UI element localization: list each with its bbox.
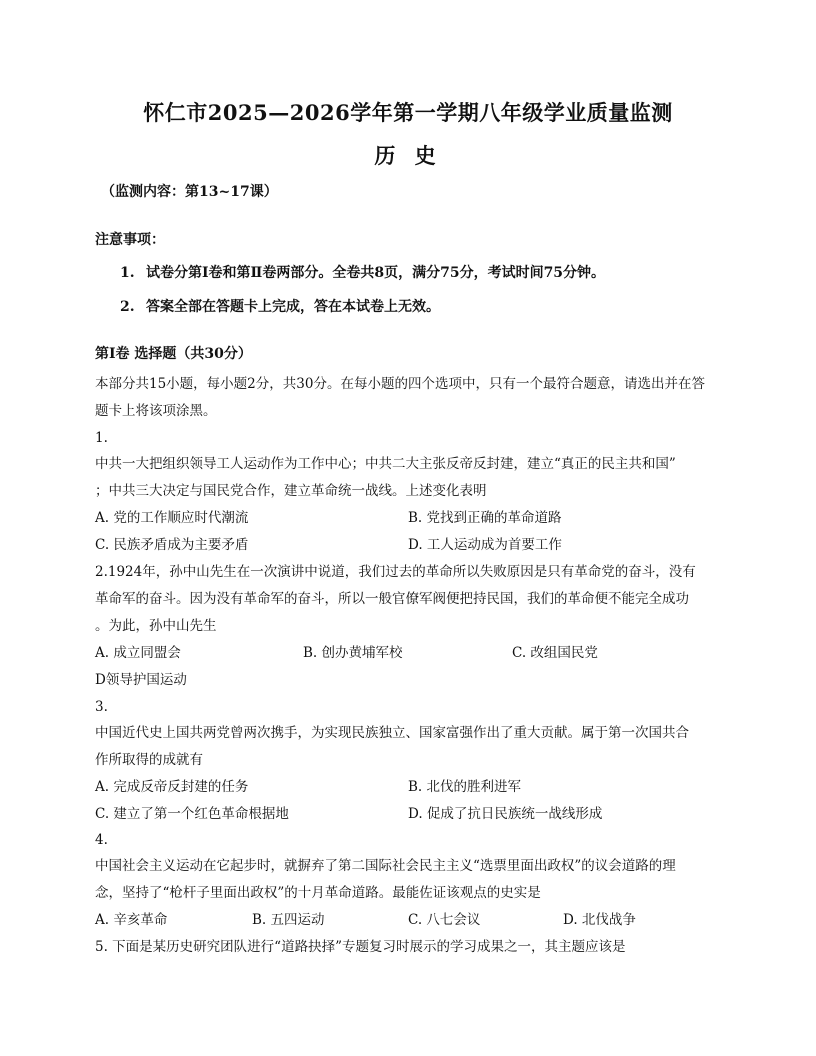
- option-b: B. 北伐的胜利进军: [408, 779, 522, 795]
- notes-heading: 注意事项：: [95, 232, 165, 248]
- question-number: 4.: [95, 832, 108, 848]
- note-number: 1.: [120, 265, 135, 281]
- section-instructions-line: 题卡上将该项涂黑。: [95, 403, 217, 419]
- option-d: D. 工人运动成为首要工作: [408, 537, 562, 553]
- note-number: 2.: [120, 299, 135, 315]
- subject-title: 历 史: [374, 143, 442, 168]
- note-item: [120, 262, 605, 282]
- question-stem-line: 。为此，孙中山先生: [95, 618, 217, 634]
- note-text: 答案全部在答题卡上完成，答在本试卷上无效。: [146, 299, 440, 315]
- question-stem-line: 革命军的奋斗。因为没有革命军的奋斗，所以一般官僚军阀便把持民国，我们的革命便不能完全成功: [95, 591, 689, 607]
- option-b: B. 创办黄埔军校: [303, 645, 403, 661]
- option-d: D领导护国运动: [95, 672, 187, 688]
- question-stem-line: ；中共三大决定与国民党合作，建立革命统一战线。上述变化表明: [95, 483, 487, 499]
- question-stem-line: 5. 下面是某历史研究团队进行“道路抉择”专题复习时展示的学习成果之一，其主题应该是: [95, 939, 626, 955]
- question-number: 3.: [95, 699, 108, 715]
- question-stem-line: 中国社会主义运动在它起步时，就摒弃了第二国际社会民主主义“选票里面出政权”的议会道路的理: [95, 858, 676, 874]
- option-a: A. 完成反帝反封建的任务: [95, 779, 249, 795]
- section-heading: 第Ⅰ卷 选择题（共30分）: [95, 346, 252, 362]
- option-b: B. 五四运动: [252, 912, 325, 928]
- question-stem-line: 2.1924年，孙中山先生在一次演讲中说道，我们过去的革命所以失败原因是只有革命党的奋斗，没有: [95, 564, 696, 580]
- option-b: B. 党找到正确的革命道路: [408, 510, 562, 526]
- question-stem-line: 作所取得的成就有: [95, 752, 203, 768]
- question-stem-line: 中国近代史上国共两党曾两次携手，为实现民族独立、国家富强作出了重大贡献。属于第一次国共合: [95, 725, 689, 741]
- section-instructions-line: 本部分共15小题，每小题2分，共30分。在每小题的四个选项中，只有一个最符合题意，请选出并在答: [95, 376, 705, 392]
- option-c: C. 改组国民党: [512, 645, 598, 661]
- exam-scope: （监测内容：第13~17课）: [101, 184, 278, 200]
- option-d: D. 北伐战争: [563, 912, 636, 928]
- option-a: A. 辛亥革命: [95, 912, 168, 928]
- exam-title: 怀仁市2025—2026学年第一学期八年级学业质量监测: [143, 100, 673, 125]
- option-c: C. 民族矛盾成为主要矛盾: [95, 537, 249, 553]
- option-c: C. 建立了第一个红色革命根据地: [95, 806, 289, 822]
- question-stem-line: 念，坚持了“枪杆子里面出政权”的十月革命道路。最能佐证该观点的史实是: [95, 885, 541, 901]
- note-text: 试卷分第Ⅰ卷和第Ⅱ卷两部分。全卷共8页，满分75分，考试时间75分钟。: [146, 265, 606, 281]
- option-a: A. 党的工作顺应时代潮流: [95, 510, 249, 526]
- question-number: 1.: [95, 430, 108, 446]
- option-a: A. 成立同盟会: [95, 645, 181, 661]
- option-d: D. 促成了抗日民族统一战线形成: [408, 806, 603, 822]
- note-item: [120, 296, 440, 316]
- option-c: C. 八七会议: [408, 912, 481, 928]
- question-stem-line: 中共一大把组织领导工人运动作为工作中心；中共二大主张反帝反封建，建立“真正的民主共和国”: [95, 456, 676, 472]
